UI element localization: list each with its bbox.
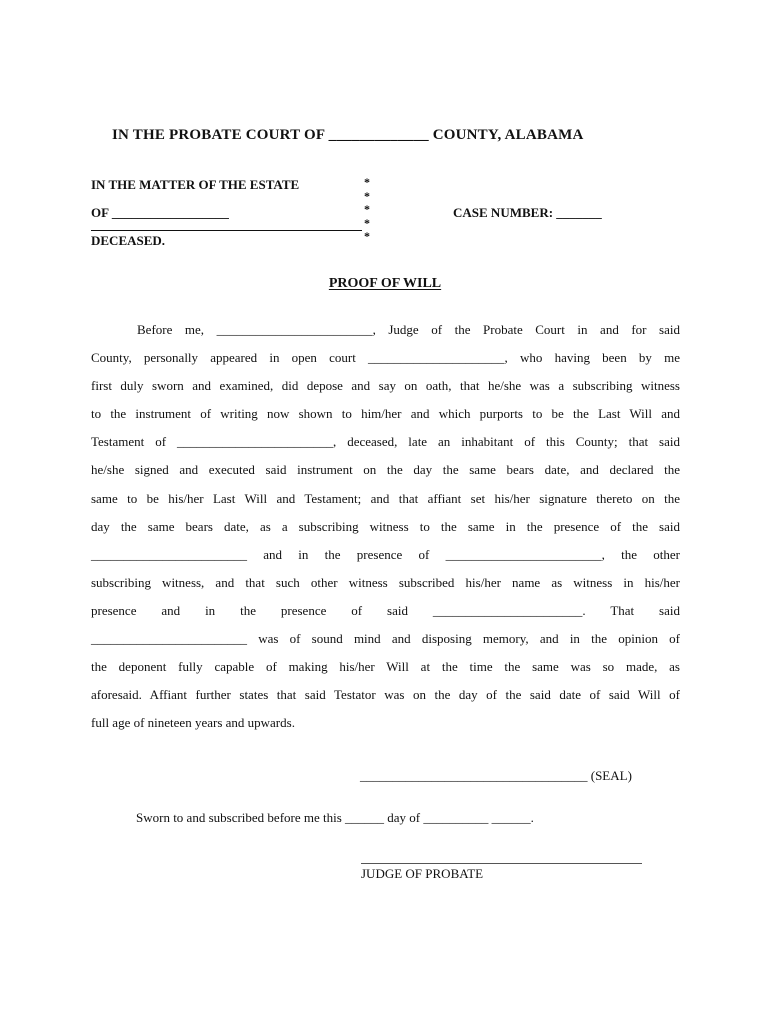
estate-label: IN THE MATTER OF THE ESTATE bbox=[91, 177, 300, 192]
star: * bbox=[364, 188, 370, 203]
body-line: day the same bears date, as a subscribing witness to the same in the presence of the said bbox=[91, 518, 680, 534]
body-line: presence and in the presence of said _______________________. That said bbox=[91, 602, 680, 618]
body-line: first duly sworn and examined, did depose and say on oath, that he/she was a subscribing witness bbox=[91, 378, 680, 394]
judge-label: JUDGE OF PROBATE bbox=[361, 866, 484, 881]
body-line: aforesaid. Affiant further states that said Testator was on the day of the said date of said Will of bbox=[91, 687, 680, 703]
body-line: the deponent fully capable of making his/her Will at the time the same was so made, as bbox=[91, 659, 680, 675]
court-title: IN THE PROBATE COURT OF _____________ COUNTY, ALABAMA bbox=[112, 127, 584, 143]
body-line: ________________________ was of sound mind and disposing memory, and in the opinion of bbox=[91, 631, 680, 647]
body-line: ________________________ and in the presence of ________________________, the other bbox=[91, 546, 680, 562]
sworn-line: Sworn to and subscribed before me this ______ day of __________ ______. bbox=[136, 810, 534, 825]
body-line: full age of nineteen years and upwards. bbox=[91, 715, 295, 731]
deceased-label: DECEASED. bbox=[91, 233, 166, 248]
body-line: County, personally appeared in open court _____________________, who having been by me bbox=[91, 350, 680, 366]
body-line: Testament of ________________________, deceased, late an inhabitant of this County; that said bbox=[91, 434, 680, 450]
judge-signature-rule bbox=[361, 863, 642, 864]
caption-rule bbox=[91, 230, 362, 231]
estate-of-line: OF __________________ bbox=[91, 205, 229, 220]
body-line: subscribing witness, and that such other witness subscribed his/her name as witness in his/her bbox=[91, 574, 680, 590]
caption-stars bbox=[362, 176, 372, 244]
document-title bbox=[0, 276, 770, 292]
body-line: he/she signed and executed said instrument on the day the same bears date, and declared the bbox=[91, 462, 680, 478]
star: * bbox=[364, 202, 370, 216]
star: * bbox=[364, 215, 370, 230]
star: * bbox=[364, 229, 370, 243]
body-line: to the instrument of writing now shown to him/her and which purports to be the Last Will and bbox=[91, 406, 680, 422]
case-number: CASE NUMBER: _______ bbox=[453, 205, 602, 220]
body-line: same to be his/her Last Will and Testament; and that affiant set his/her signature thereto on the bbox=[91, 490, 680, 506]
seal-signature-line: ___________________________________ (SEAL) bbox=[360, 768, 632, 783]
body-line: Before me, ________________________, Judge of the Probate Court in and for said bbox=[137, 322, 680, 337]
document-title-text: PROOF OF WILL bbox=[328, 276, 442, 291]
star: * bbox=[364, 175, 370, 189]
body-paragraph bbox=[91, 316, 680, 737]
